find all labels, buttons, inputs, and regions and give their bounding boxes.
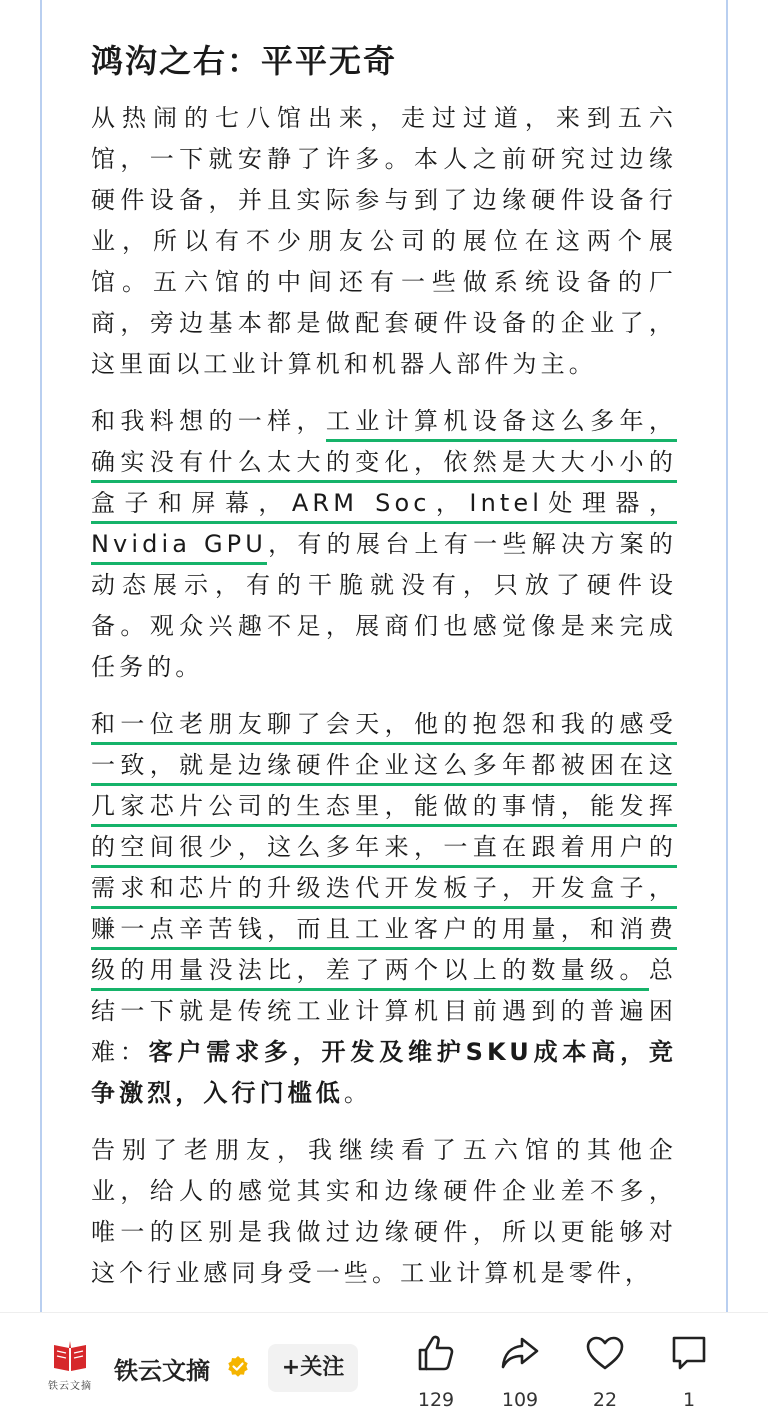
section-title: 鸿沟之右：平平无奇 (91, 42, 398, 80)
account-name[interactable]: 铁云文摘 (114, 1357, 210, 1385)
paragraph-2 (91, 401, 677, 688)
paragraph-2-text-b: ，有的展台上有一些解决方案的动态展示，有的干脆就没有，只放了硬件设备。观众兴趣不足，展商们也感觉像是来完成任务的。 (91, 530, 678, 681)
paragraph-3-bold-summary: 客户需求多，开发及维护SKU成本高，竞争激烈，入行门槛低 (91, 1038, 677, 1107)
paragraph-4: 告别了老朋友，我继续看了五六馆的其他企业，给人的感觉其实和边缘硬件企业差不多，唯一的区别是我做过边缘硬件，所以更能够对这个行业感同身受一些。工业计算机是零件， (91, 1136, 677, 1287)
paragraph-3-underline-highlight[interactable]: 和一位老朋友聊了会天，他的抱怨和我的感受一致，就是边缘硬件企业这么多年都被困在这几家芯片公司的生态里，能做的事情，能发挥的空间很少，这么多年来，一直在跟着用户的需求和芯片的升级迭代开发板子，开发盒子，赚一点辛苦钱，而且工业客户的用量，和消费级的用量没法比，差了两个以上的数量级。 (91, 710, 677, 991)
content-frame-right-border (726, 0, 728, 1312)
favorite-button[interactable] (575, 1333, 635, 1411)
comment-button[interactable] (659, 1333, 719, 1411)
like-button[interactable] (406, 1333, 466, 1411)
follow-button[interactable]: +关注 (268, 1344, 358, 1392)
share-icon (500, 1333, 540, 1373)
paragraph-3-text-c: 。 (343, 1079, 373, 1107)
bottom-action-bar (0, 1312, 768, 1417)
comment-count: 1 (682, 1389, 696, 1411)
favorite-count: 22 (592, 1389, 618, 1411)
paragraph-1: 从热闹的七八馆出来，走过过道，来到五六馆，一下就安静了许多。本人之前研究过边缘硬件设备，并且实际参与到了边缘硬件设备行业，所以有不少朋友公司的展位在这两个展馆。五六馆的中间还有一些做系统设备的厂商，旁边基本都是做配套硬件设备的企业了，这里面以工业计算机和机器人部件为主。 (91, 104, 677, 378)
paragraph-3-text-b: 总结一下就是传统工业计算机目前遇到的普遍困难： (91, 956, 677, 1066)
logo-caption: 铁云文摘 (48, 1381, 92, 1392)
like-count: 129 (417, 1389, 455, 1411)
paragraph-3 (91, 704, 677, 1114)
paragraph-2-underline-highlight[interactable]: 工业计算机设备这么多年，确实没有什么太大的变化，依然是大大小小的盒子和屏幕，ARM Soc，Intel处理器，Nvidia GPU (91, 407, 677, 565)
heart-icon (585, 1333, 625, 1373)
content-frame-left-border (40, 0, 42, 1312)
share-button[interactable] (490, 1333, 550, 1411)
comment-icon (669, 1333, 709, 1373)
share-count: 109 (501, 1389, 539, 1411)
thumbs-up-icon (416, 1333, 456, 1373)
paragraph-2-text-a: 和我料想的一样， (91, 407, 326, 435)
account-logo[interactable] (46, 1339, 94, 1401)
book-logo-icon (52, 1339, 88, 1373)
article-content (91, 34, 677, 1310)
verified-badge-icon (226, 1355, 250, 1379)
